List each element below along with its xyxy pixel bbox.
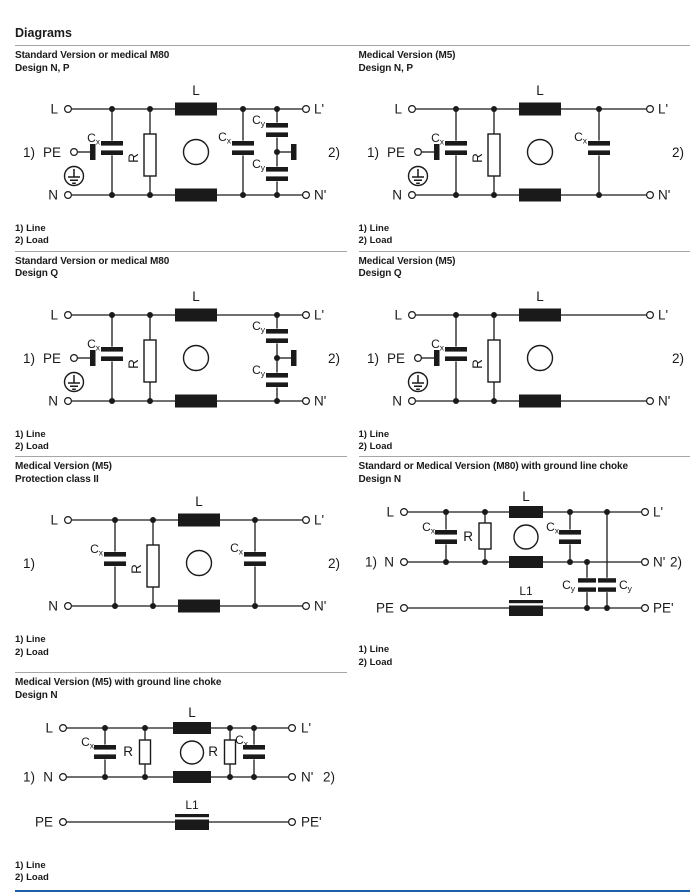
section-medical-glc — [15, 672, 347, 888]
terminal-n — [65, 603, 72, 610]
label-n-out: N' — [314, 598, 327, 614]
footnotes — [359, 223, 691, 248]
label-resistor-2: R — [208, 744, 218, 760]
diagram-grid — [15, 46, 690, 888]
terminal-n-out — [303, 603, 310, 610]
label-l-out: L' — [314, 307, 325, 323]
label-cx2: $C_x$ — [545, 520, 559, 536]
terminal-l-out — [289, 725, 296, 732]
label-note1: 1) — [23, 556, 36, 572]
label-l: L — [50, 101, 58, 117]
terminal-n-out — [646, 397, 653, 404]
circuit-medical-glc — [15, 706, 346, 856]
label-cx2: $C_x$ — [218, 130, 231, 146]
label-l-out: L' — [301, 720, 312, 736]
label-note1: 1) — [366, 350, 379, 366]
label-cx1: $C_x$ — [87, 336, 100, 353]
section-title: Medical Version (M5) Design Q — [358, 255, 456, 280]
components — [104, 514, 266, 613]
footnote-line: 1) Line — [15, 634, 46, 646]
terminal-n — [408, 192, 415, 199]
choke-core-icon — [184, 345, 209, 370]
label-n: N — [48, 393, 58, 409]
label-l: L — [50, 512, 58, 528]
footnote-load: 2) Load — [15, 235, 49, 247]
label-n: N — [391, 393, 402, 409]
label-l: L — [45, 720, 53, 736]
terminal-l-out — [303, 517, 310, 524]
bottom-accent-rule — [15, 890, 690, 892]
label-l: L — [50, 307, 58, 323]
terminal-n — [60, 774, 67, 781]
pe-stub-icon — [90, 144, 96, 160]
terminal-n-out — [646, 192, 653, 199]
terminal-l-out — [303, 106, 310, 113]
footnotes — [15, 429, 347, 454]
footnote-line: 1) Line — [15, 428, 46, 440]
label-choke: L — [195, 494, 203, 510]
label-pe: PE — [386, 350, 405, 366]
label-pe: PE — [43, 350, 62, 366]
label-pe: PE — [375, 600, 394, 616]
terminal-n — [400, 559, 407, 566]
protective-earth-icon — [65, 167, 84, 186]
label-pe-out: PE' — [301, 814, 322, 830]
terminal-n — [65, 397, 72, 404]
terminal-n-out — [303, 397, 310, 404]
components — [65, 103, 297, 202]
ground-line-choke-icon — [175, 814, 209, 830]
terminal-n-out — [289, 774, 296, 781]
footnotes — [359, 644, 691, 669]
terminal-n — [408, 397, 415, 404]
terminal-l — [65, 106, 72, 113]
label-cx2: $C_x$ — [235, 733, 248, 749]
pe-stub-icon — [434, 350, 440, 366]
label-cx1: $C_x$ — [87, 131, 100, 147]
label-cy1: $C_y$ — [561, 578, 575, 594]
label-l: L — [393, 101, 402, 117]
label-cy2: $C_y$ — [618, 578, 632, 594]
terminal-pe-out — [641, 605, 648, 612]
protective-earth-icon — [408, 167, 427, 186]
circuit-standard-q — [15, 285, 346, 425]
label-choke: L — [188, 706, 196, 721]
label-note1: 1) — [23, 769, 36, 785]
pe-stub-icon — [434, 144, 440, 160]
label-l-out: L' — [657, 307, 668, 323]
label-note1: 1) — [23, 145, 36, 160]
label-note2: 2) — [328, 350, 341, 366]
terminal-l — [400, 509, 407, 516]
empty-cell — [359, 672, 691, 888]
label-choke: L — [535, 288, 544, 304]
label-cx1: $C_x$ — [430, 131, 444, 147]
label-cx1: $C_x$ — [90, 542, 103, 558]
section-standard-glc — [359, 456, 691, 672]
label-resistor: R — [462, 529, 473, 545]
pe-stub-icon — [291, 144, 297, 160]
footnote-load: 2) Load — [358, 441, 393, 453]
page-header — [15, 26, 690, 46]
label-note2: 2) — [671, 350, 684, 366]
choke-core-icon — [181, 741, 204, 764]
label-pe: PE — [43, 145, 62, 160]
pe-stub-icon — [291, 350, 297, 366]
circuit-medical-q — [359, 285, 690, 425]
section-medical-np — [359, 46, 691, 251]
choke-core-icon — [527, 345, 552, 370]
label-n-out: N' — [652, 554, 665, 570]
label-note2: 2) — [669, 554, 682, 570]
label-cy2: $C_y$ — [252, 362, 265, 379]
label-choke: L — [535, 83, 544, 98]
label-resistor-1: R — [123, 744, 133, 760]
footnotes — [15, 634, 347, 659]
label-ground-choke: L1 — [518, 584, 533, 599]
label-n: N — [391, 187, 402, 203]
footnote-line: 1) Line — [358, 644, 390, 656]
label-l: L — [385, 504, 394, 520]
label-n-out: N' — [301, 769, 314, 785]
footnotes — [359, 429, 691, 454]
terminal-n — [65, 192, 72, 199]
label-note1: 1) — [364, 554, 377, 570]
section-standard-np — [15, 46, 347, 251]
label-choke: L — [521, 490, 530, 505]
choke-core-icon — [527, 140, 552, 165]
label-n: N — [43, 769, 53, 785]
terminal-pe — [400, 605, 407, 612]
label-note2: 2) — [671, 145, 684, 160]
label-cy1: $C_y$ — [252, 318, 265, 335]
section-standard-q — [15, 251, 347, 457]
section-title: Standard Version or medical M80 Design N, P — [15, 50, 170, 74]
terminal-l-out — [641, 509, 648, 516]
label-note2: 2) — [328, 145, 341, 160]
footnote-line: 1) Line — [15, 860, 46, 872]
terminal-pe — [71, 354, 78, 361]
label-cx2: $C_x$ — [230, 541, 243, 557]
choke-core-icon — [187, 551, 212, 576]
page-title: Diagrams — [15, 26, 72, 40]
label-choke: L — [192, 83, 200, 98]
label-n-out: N' — [314, 187, 327, 203]
label-l-out: L' — [652, 504, 663, 520]
label-n: N — [383, 554, 394, 570]
label-resistor: R — [126, 358, 141, 369]
section-title: Standard Version or medical M80 Design Q — [15, 255, 170, 280]
footnote-line: 1) Line — [358, 428, 390, 440]
circuit-medical-pc2 — [15, 490, 346, 630]
section-title: Medical Version (M5) Protection class II — [15, 461, 112, 485]
label-pe: PE — [386, 145, 405, 160]
footnote-load: 2) Load — [358, 235, 393, 247]
terminal-pe — [414, 149, 421, 156]
label-resistor: R — [129, 564, 144, 575]
terminal-l-out — [646, 106, 653, 113]
terminal-pe-out — [289, 819, 296, 826]
terminal-l — [65, 311, 72, 318]
terminal-l — [408, 311, 415, 318]
label-pe-out: PE' — [652, 600, 674, 616]
label-note1: 1) — [23, 350, 36, 366]
choke-core-icon — [184, 140, 209, 165]
footnote-load: 2) Load — [15, 646, 49, 658]
label-resistor: R — [469, 153, 485, 163]
label-l-out: L' — [657, 101, 668, 117]
section-title: Medical Version (M5) with ground line choke Design N — [15, 677, 222, 701]
label-pe: PE — [34, 814, 53, 830]
section-title: Standard or Medical Version (M80) with ground line choke Design N — [358, 461, 628, 485]
footnote-load: 2) Load — [15, 441, 49, 453]
label-n: N — [48, 598, 58, 614]
terminal-n-out — [303, 192, 310, 199]
footnote-load: 2) Load — [358, 656, 393, 668]
circuit-standard-np — [15, 79, 346, 219]
label-choke: L — [192, 288, 200, 304]
label-resistor: R — [469, 358, 485, 369]
protective-earth-icon — [65, 372, 84, 391]
section-medical-pc2 — [15, 456, 347, 672]
label-note1: 1) — [366, 145, 379, 160]
terminal-n-out — [641, 559, 648, 566]
circuit-standard-glc — [359, 490, 690, 640]
section-medical-q — [359, 251, 691, 457]
terminal-l-out — [303, 311, 310, 318]
label-note2: 2) — [328, 556, 341, 572]
label-cy2: $C_y$ — [252, 157, 265, 173]
label-cx1: $C_x$ — [421, 520, 435, 536]
label-ground-choke: L1 — [185, 798, 199, 813]
terminal-pe — [60, 819, 67, 826]
terminal-l — [408, 106, 415, 113]
section-title: Medical Version (M5) Design N, P — [358, 50, 456, 74]
footnotes — [15, 223, 347, 248]
label-n-out: N' — [657, 393, 670, 409]
footnote-line: 1) Line — [358, 223, 390, 234]
label-note2: 2) — [323, 769, 336, 785]
components — [408, 103, 610, 202]
label-cx1: $C_x$ — [430, 336, 444, 353]
choke-core-icon — [514, 525, 538, 549]
protective-earth-icon — [408, 372, 427, 391]
pe-stub-icon — [90, 350, 96, 366]
footnotes — [15, 860, 347, 885]
components — [65, 308, 297, 407]
terminal-pe — [71, 149, 78, 156]
footnote-load: 2) Load — [15, 872, 49, 884]
label-l-out: L' — [314, 101, 325, 117]
label-n-out: N' — [657, 187, 670, 203]
terminal-l — [65, 517, 72, 524]
label-l: L — [393, 307, 402, 323]
label-n-out: N' — [314, 393, 327, 409]
label-resistor: R — [126, 153, 141, 163]
terminal-l — [60, 725, 67, 732]
terminal-pe — [414, 354, 421, 361]
ground-line-choke-icon — [509, 600, 543, 616]
label-cx2: $C_x$ — [573, 130, 587, 146]
junction-dots — [112, 517, 258, 609]
label-l-out: L' — [314, 512, 325, 528]
footnote-line: 1) Line — [15, 223, 46, 234]
circuit-medical-np — [359, 79, 690, 219]
label-n: N — [48, 187, 58, 203]
label-cx1: $C_x$ — [81, 735, 94, 751]
terminal-l-out — [646, 311, 653, 318]
label-cy1: $C_y$ — [252, 113, 265, 129]
